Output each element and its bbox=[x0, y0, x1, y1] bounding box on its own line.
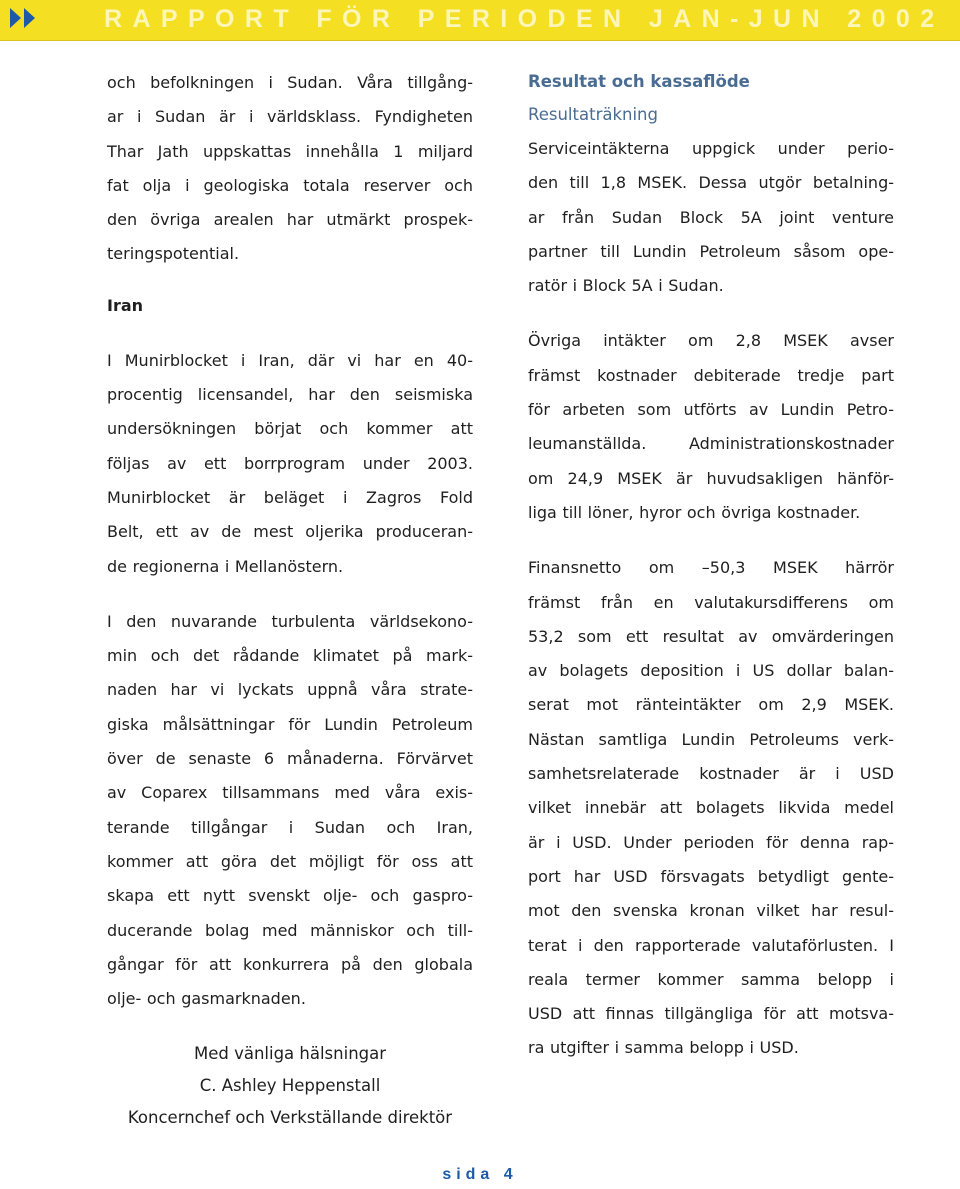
text-line: Thar Jath uppskattas innehålla 1 miljard bbox=[107, 141, 473, 161]
text-line: och befolkningen i Sudan. Våra tillgång- bbox=[107, 73, 473, 92]
text-line: ar från Sudan Block 5A joint venture bbox=[528, 207, 894, 227]
text-line: de regionerna i Mellanöstern. bbox=[107, 556, 344, 576]
text-line: ratör i Block 5A i Sudan. bbox=[528, 276, 724, 296]
text-line: mot den svenska kronan vilket har resul- bbox=[528, 901, 894, 921]
text-line: gångar för att konkurrera på den globala bbox=[107, 954, 473, 974]
text-line: liga till löner, hyror och övriga kostnader. bbox=[528, 502, 861, 522]
text-line: främst kostnader debiterade tredje part bbox=[528, 365, 894, 385]
text-line: procentig licensandel, har den seismiska bbox=[107, 385, 473, 405]
text-line: den till 1,8 MSEK. Dessa utgör betalning- bbox=[528, 173, 894, 193]
arrow-right-icon bbox=[24, 8, 35, 28]
text-line: följas av ett borrprogram under 2003. bbox=[107, 453, 473, 473]
paragraph-financial-net bbox=[528, 551, 894, 1065]
text-line: kommer att göra det möjligt för oss att bbox=[107, 851, 473, 871]
text-line: min och det rådande klimatet på mark- bbox=[107, 646, 473, 666]
text-line: reala termer kommer samma belopp i bbox=[528, 969, 894, 989]
header-arrows bbox=[10, 8, 38, 32]
text-line: I Munirblocket i Iran, där vi har en 40- bbox=[107, 350, 473, 370]
signature-greeting: Med vänliga hälsningar bbox=[193, 1044, 387, 1064]
text-line: Övriga intäkter om 2,8 MSEK avser bbox=[528, 331, 894, 351]
page-header bbox=[0, 0, 960, 41]
text-line: terande tillgångar i Sudan och Iran, bbox=[107, 817, 473, 837]
text-line: terat i den rapporterade valutaförlusten. I bbox=[528, 935, 894, 955]
text-line: Belt, ett av de mest oljerika produceran- bbox=[107, 522, 473, 542]
subheading-income-statement: Resultaträkning bbox=[528, 105, 658, 124]
paragraph-outlook bbox=[107, 605, 473, 1017]
text-line: Munirblocket är beläget i Zagros Fold bbox=[107, 487, 473, 507]
text-line: partner till Lundin Petroleum såsom ope- bbox=[528, 241, 894, 261]
text-line: skapa ett nytt svenskt olje- och gaspro- bbox=[107, 886, 473, 906]
text-line: Serviceintäkterna uppgick under perio- bbox=[528, 139, 894, 158]
text-line: leumanställda. Administrationskostnader bbox=[528, 434, 894, 454]
text-line: över de senaste 6 månaderna. Förvärvet bbox=[107, 749, 473, 769]
left-column bbox=[107, 66, 473, 1134]
text-line: ra utgifter i samma belopp i USD. bbox=[528, 1038, 799, 1058]
text-line: naden har vi lyckats uppnå våra strate- bbox=[107, 680, 473, 700]
text-line: är i USD. Under perioden för denna rap- bbox=[528, 832, 894, 852]
text-line: för arbeten som utförts av Lundin Petro- bbox=[528, 400, 894, 420]
section-heading-iran: Iran bbox=[107, 295, 144, 315]
text-line: undersökningen börjat och kommer att bbox=[107, 419, 473, 439]
text-line: om 24,9 MSEK är huvudsakligen hänför- bbox=[528, 468, 894, 488]
section-heading-results: Resultat och kassaflöde bbox=[528, 72, 750, 91]
signature-name: C. Ashley Heppenstall bbox=[199, 1076, 381, 1096]
text-line: port har USD försvagats betydligt gente- bbox=[528, 866, 894, 886]
paragraph-other-income bbox=[528, 324, 894, 530]
text-line: 53,2 som ett resultat av omvärderingen bbox=[528, 626, 894, 646]
text-line: olje- och gasmarknaden. bbox=[107, 989, 306, 1009]
text-line: serat mot ränteintäkter om 2,9 MSEK. bbox=[528, 695, 894, 715]
text-line: ar i Sudan är i världsklass. Fyndigheten bbox=[107, 107, 473, 127]
text-line: I den nuvarande turbulenta världsekono- bbox=[107, 611, 473, 631]
text-line: samhetsrelaterade kostnader är i USD bbox=[528, 764, 894, 784]
text-line: fat olja i geologiska totala reserver och bbox=[107, 175, 473, 195]
paragraph-iran bbox=[107, 344, 473, 584]
signature-role: Koncernchef och Verkställande direktör bbox=[127, 1108, 453, 1128]
text-line: giska målsättningar för Lundin Petroleum bbox=[107, 714, 473, 734]
text-line: den övriga arealen har utmärkt prospek- bbox=[107, 210, 473, 230]
report-title: RAPPORT FÖR PERIODEN JAN-JUN 2002 bbox=[104, 5, 945, 33]
text-line: teringspotential. bbox=[107, 244, 240, 264]
text-line: ducerande bolag med människor och till- bbox=[107, 920, 473, 940]
text-line: av Coparex tillsammans med våra exis- bbox=[107, 783, 473, 803]
right-column bbox=[528, 66, 894, 1066]
page-number: sida 4 bbox=[442, 1166, 518, 1183]
paragraph-service-revenue bbox=[528, 132, 894, 303]
text-line: Nästan samtliga Lundin Petroleums verk- bbox=[528, 729, 894, 749]
paragraph-sudan bbox=[107, 66, 473, 272]
signature-block bbox=[107, 1038, 473, 1134]
arrow-right-icon bbox=[10, 8, 21, 28]
text-line: USD att finnas tillgängliga för att motsva- bbox=[528, 1004, 894, 1024]
text-line: Finansnetto om –50,3 MSEK härrör bbox=[528, 558, 894, 578]
text-line: vilket innebär att bolagets likvida medel bbox=[528, 798, 894, 818]
text-line: av bolagets deposition i US dollar balan- bbox=[528, 661, 894, 681]
text-line: främst från en valutakursdifferens om bbox=[528, 592, 894, 612]
